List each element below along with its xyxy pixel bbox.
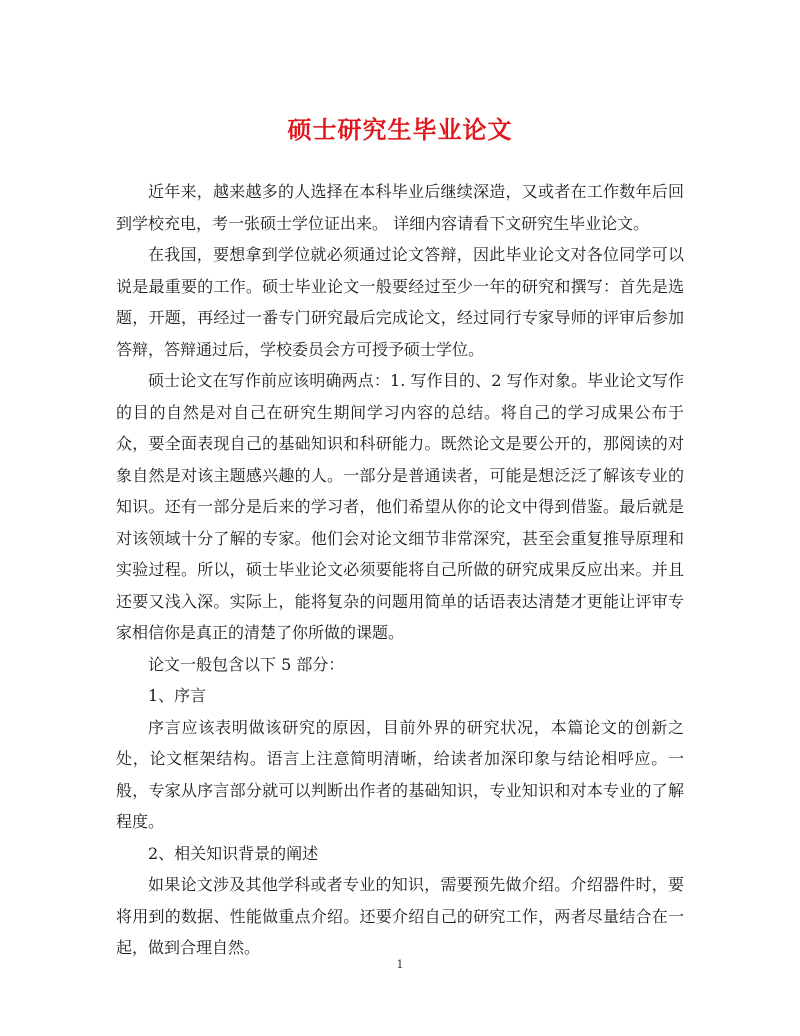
section-heading-preface: 1、序言	[148, 686, 207, 705]
paragraph-purpose: 硕士论文在写作前应该明确两点：1. 写作目的、2 写作对象。毕业论文写作的目的自然是对自己在研究生期间学习内容的总结。将自己的学习成果公布于众，要全面表现自己的基础知识和科研能力。既然论文是要公开的，那阅读的对象自然是对该主题感兴趣的人。一部分是普通读者，可能是想泛泛了解该专业的知识。还有一部分是后来的学习者，他们希望从你的论文中得到借鉴。最后就是对该领域十分了解的专家。他们会对论文细节非常深究，甚至会重复推导原理和实验过程。所以，硕士毕业论文必须要能将自己所做的研究成果反应出来。并且还要又浅入深。实际上，能将复杂的问题用简单的话语表达清楚才更能让评审专家相信你是真正的清楚了你所做的课题。	[116, 371, 684, 642]
paragraph-defense: 在我国，要想拿到学位就必须通过论文答辩，因此毕业论文对各位同学可以说是最重要的工作。硕士毕业论文一般要经过至少一年的研究和撰写：首先是选题，开题，再经过一番专门研究最后完成论文，经过同行专家导师的评审后参加答辩，答辩通过后，学校委员会方可授予硕士学位。	[116, 245, 684, 359]
paragraph-preface: 序言应该表明做该研究的原因，目前外界的研究状况，本篇论文的创新之处，论文框架结构。语言上注意简明清晰，给读者加深印象与结论相呼应。一般，专家从序言部分就可以判断出作者的基础知识，专业知识和对本专业的了解程度。	[116, 717, 684, 831]
page-number: 1	[396, 958, 404, 971]
document-body	[116, 176, 684, 964]
document-title: 硕士研究生毕业论文	[287, 115, 513, 144]
section-heading-background: 2、相关知识背景的阐述	[148, 843, 319, 863]
paragraph-background: 如果论文涉及其他学科或者专业的知识，需要预先做介绍。介绍器件时，要将用到的数据、性能做重点介绍。还要介绍自己的研究工作，两者尽量结合在一起，做到合理自然。	[116, 875, 684, 957]
paragraph-intro: 近年来，越来越多的人选择在本科毕业后继续深造，又或者在工作数年后回到学校充电，考一张硕士学位证出来。 详细内容请看下文研究生毕业论文。	[116, 182, 684, 233]
paragraph-parts-intro: 论文一般包含以下 5 部分：	[148, 654, 345, 674]
